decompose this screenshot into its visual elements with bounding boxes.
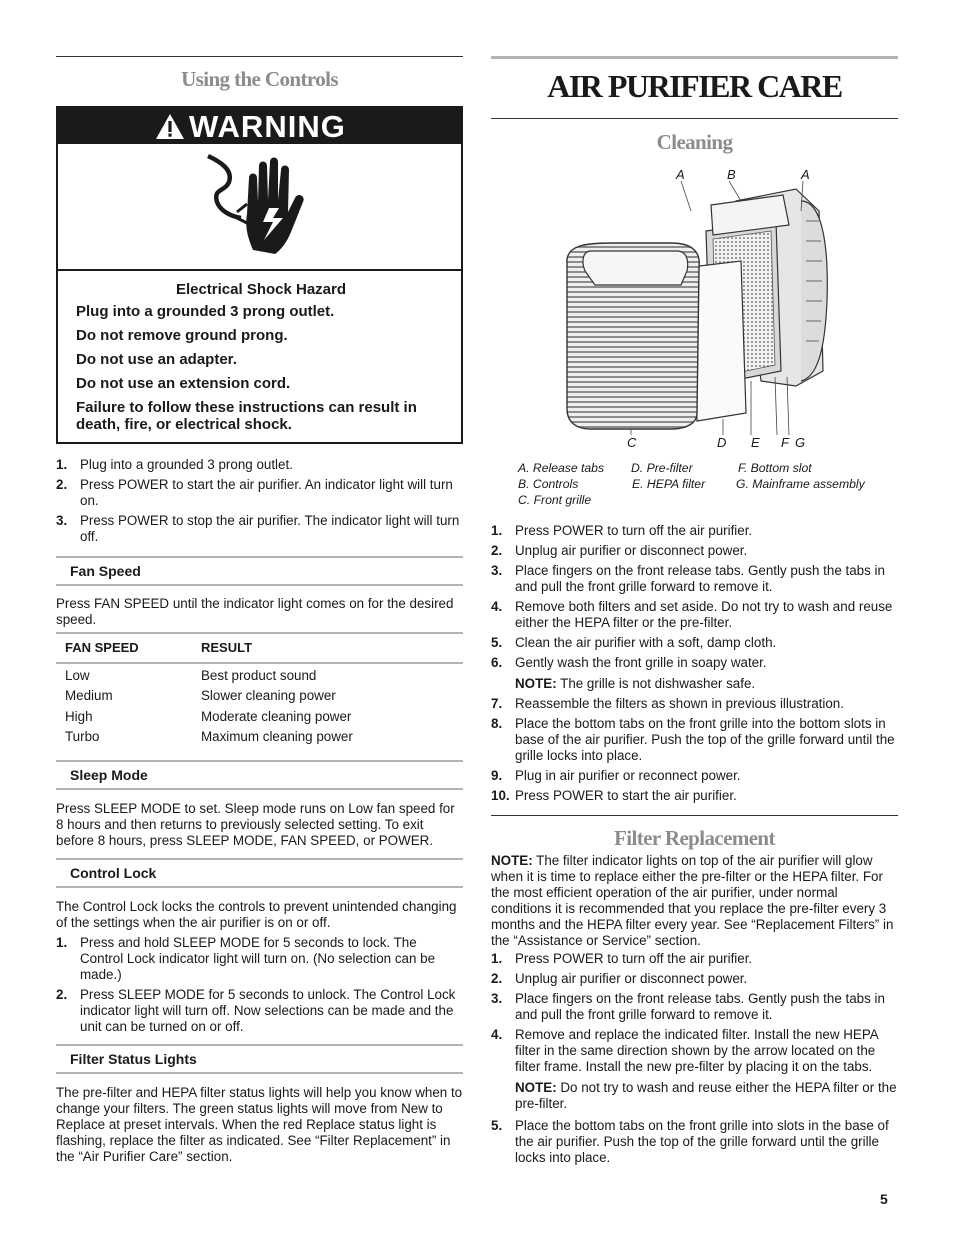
list-item: 1. Press POWER to turn off the air purifier. <box>491 951 753 966</box>
list-item: 4. Remove and replace the indicated filter. Install the new HEPA filter in the same direction shown by the arrow located on the filter frame. Install the new pre-filter by placing it on the tabs. NOTE: Do not try to wash and reuse either the HEPA filter or the pre-filter. <box>491 1027 897 1111</box>
list-item: 4. Remove both filters and set aside. Do not try to wash and reuse either the HEPA filter or the pre-filter. <box>491 599 893 630</box>
warning-line: Do not remove ground prong. <box>76 327 288 344</box>
electric-shock-hand-icon <box>203 150 313 262</box>
cleaning-note: NOTE: The grille is not dishwasher safe. <box>515 676 756 691</box>
filter-replacement-title: Filter Replacement <box>614 826 775 850</box>
filter-steps <box>491 951 898 1170</box>
list-item: 8. Place the bottom tabs on the front grille into the bottom slots in base of the air purifier. Push the top of the grille forward until the grille locks into place. <box>491 716 895 763</box>
list-item: 3. Press POWER to stop the air purifier. The indicator light will turn off. <box>56 513 460 544</box>
list-item: 9. Plug in air purifier or reconnect power. <box>491 768 741 783</box>
warning-triangle-icon <box>155 113 185 140</box>
warning-bar <box>58 108 461 144</box>
title-top-rule <box>491 56 898 59</box>
section-title-using-controls: Using the Controls <box>181 67 338 91</box>
title-bottom-rule <box>491 118 898 119</box>
list-item: 6. Gently wash the front grille in soapy water. NOTE: The grille is not dishwasher safe. <box>491 655 898 692</box>
diagram-label-f: F <box>781 435 789 450</box>
col-fan-speed: FAN SPEED <box>65 640 139 655</box>
legend-g: G. Mainframe assembly <box>736 477 865 491</box>
warning-box <box>56 106 463 444</box>
control-lock-text: The Control Lock locks the controls to prevent unintended changing of the settings when the air purifier is on or off. <box>56 899 457 930</box>
filter-status-text: The pre-filter and HEPA filter status lights will help you know when to change your filters. The green status lights will move from New to Replace at preset intervals. When the red Replace status light is flashing, replace the filter as indicated. See “Filter Replacement” in the “Air Purifier Care” section. <box>56 1085 463 1164</box>
control-lock-steps <box>56 935 463 1039</box>
list-item: 2. Unplug air purifier or disconnect power. <box>491 543 748 558</box>
warning-line: Do not use an adapter. <box>76 351 237 368</box>
hazard-title: Electrical Shock Hazard <box>175 281 347 298</box>
warning-line: Plug into a grounded 3 prong outlet. <box>76 303 335 320</box>
list-item: 2. Unplug air purifier or disconnect power. <box>491 971 748 986</box>
exploded-view-drawing <box>551 181 881 435</box>
col-result: RESULT <box>201 640 253 655</box>
warning-body <box>76 281 446 433</box>
diagram-label-e: E <box>751 435 760 450</box>
list-item: 2. Press SLEEP MODE for 5 seconds to unlock. The Control Lock indicator light will turn off. Now selections can be made and the unit can be turned on or off. <box>56 987 456 1034</box>
shock-icon-area <box>58 144 461 271</box>
controls-steps <box>56 457 463 549</box>
list-item: 5. Clean the air purifier with a soft, damp cloth. <box>491 635 777 650</box>
filter-step4-note: NOTE: Do not try to wash and reuse either the HEPA filter or the pre-filter. <box>515 1080 897 1111</box>
list-item: 3. Place fingers on the front release tabs. Gently push the tabs in and pull the front grille forward to remove it. <box>491 563 885 594</box>
legend-d: D. Pre-filter <box>631 461 693 475</box>
list-item: 2. Press POWER to start the air purifier. An indicator light will turn on. <box>56 477 453 508</box>
legend-e: E. HEPA filter <box>632 477 706 491</box>
diagram-label-b: B <box>727 167 736 182</box>
sleep-mode-heading: Sleep Mode <box>56 760 463 790</box>
warning-line: Failure to follow these instructions can result in death, fire, or electrical shock. <box>76 399 417 433</box>
air-purifier-diagram <box>551 165 881 455</box>
cleaning-title: Cleaning <box>656 130 733 154</box>
diagram-label-a: A <box>801 167 810 182</box>
list-item: 7. Reassemble the filters as shown in previous illustration. <box>491 696 844 711</box>
page-title: AIR PURIFIER CARE <box>547 68 842 104</box>
top-rule <box>56 56 463 57</box>
warning-line: Do not use an extension cord. <box>76 375 291 392</box>
warning-label: WARNING <box>189 109 346 144</box>
list-item: 1. Plug into a grounded 3 prong outlet. <box>56 457 293 472</box>
legend-b: B. Controls <box>518 477 579 491</box>
list-item: 1. Press and hold SLEEP MODE for 5 seconds to lock. The Control Lock indicator light will turn on. (No selection can be made.) <box>56 935 436 982</box>
list-item: 5. Place the bottom tabs on the front grille into slots in the base of the air purifier. Push the top of the grille forward until the grille locks into place. <box>491 1118 889 1165</box>
filter-status-heading: Filter Status Lights <box>56 1044 463 1074</box>
legend-a: A. Release tabs <box>518 461 605 475</box>
sleep-mode-text: Press SLEEP MODE to set. Sleep mode runs on Low fan speed for 8 hours and then returns to previously selected setting. To exit before 8 hours, press SLEEP MODE, FAN SPEED, or POWER. <box>56 801 455 848</box>
legend-f: F. Bottom slot <box>738 461 812 475</box>
filter-note: NOTE: The filter indicator lights on top of the air purifier will glow when it is time to replace either the pre-filter or the HEPA filter. For the most efficient operation of the air purifier, under normal conditions it is recommended that you replace the pre-filter every 3 months and the HEPA filter every year. See “Replacement Filters” in the “Assistance or Service” section. <box>491 853 894 948</box>
list-item: 1. Press POWER to turn off the air purifier. <box>491 523 753 538</box>
cleaning-steps <box>491 523 898 808</box>
list-item: 10. Press POWER to start the air purifier. <box>491 788 737 803</box>
filter-section-rule <box>491 815 898 816</box>
fan-speed-heading: Fan Speed <box>56 556 463 586</box>
diagram-label-c: C <box>627 435 637 450</box>
fan-speed-table-header <box>56 632 463 664</box>
diagram-label-d: D <box>717 435 727 450</box>
control-lock-heading: Control Lock <box>56 858 463 888</box>
page-number: 5 <box>880 1191 888 1207</box>
diagram-label-a: A <box>676 167 685 182</box>
legend-c: C. Front grille <box>518 493 592 507</box>
list-item: 3. Place fingers on the front release tabs. Gently push the tabs in and pull the front grille forward to remove it. <box>491 991 885 1022</box>
diagram-label-g: G <box>795 435 806 450</box>
fan-speed-text: Press FAN SPEED until the indicator light comes on for the desired speed. <box>56 596 454 627</box>
